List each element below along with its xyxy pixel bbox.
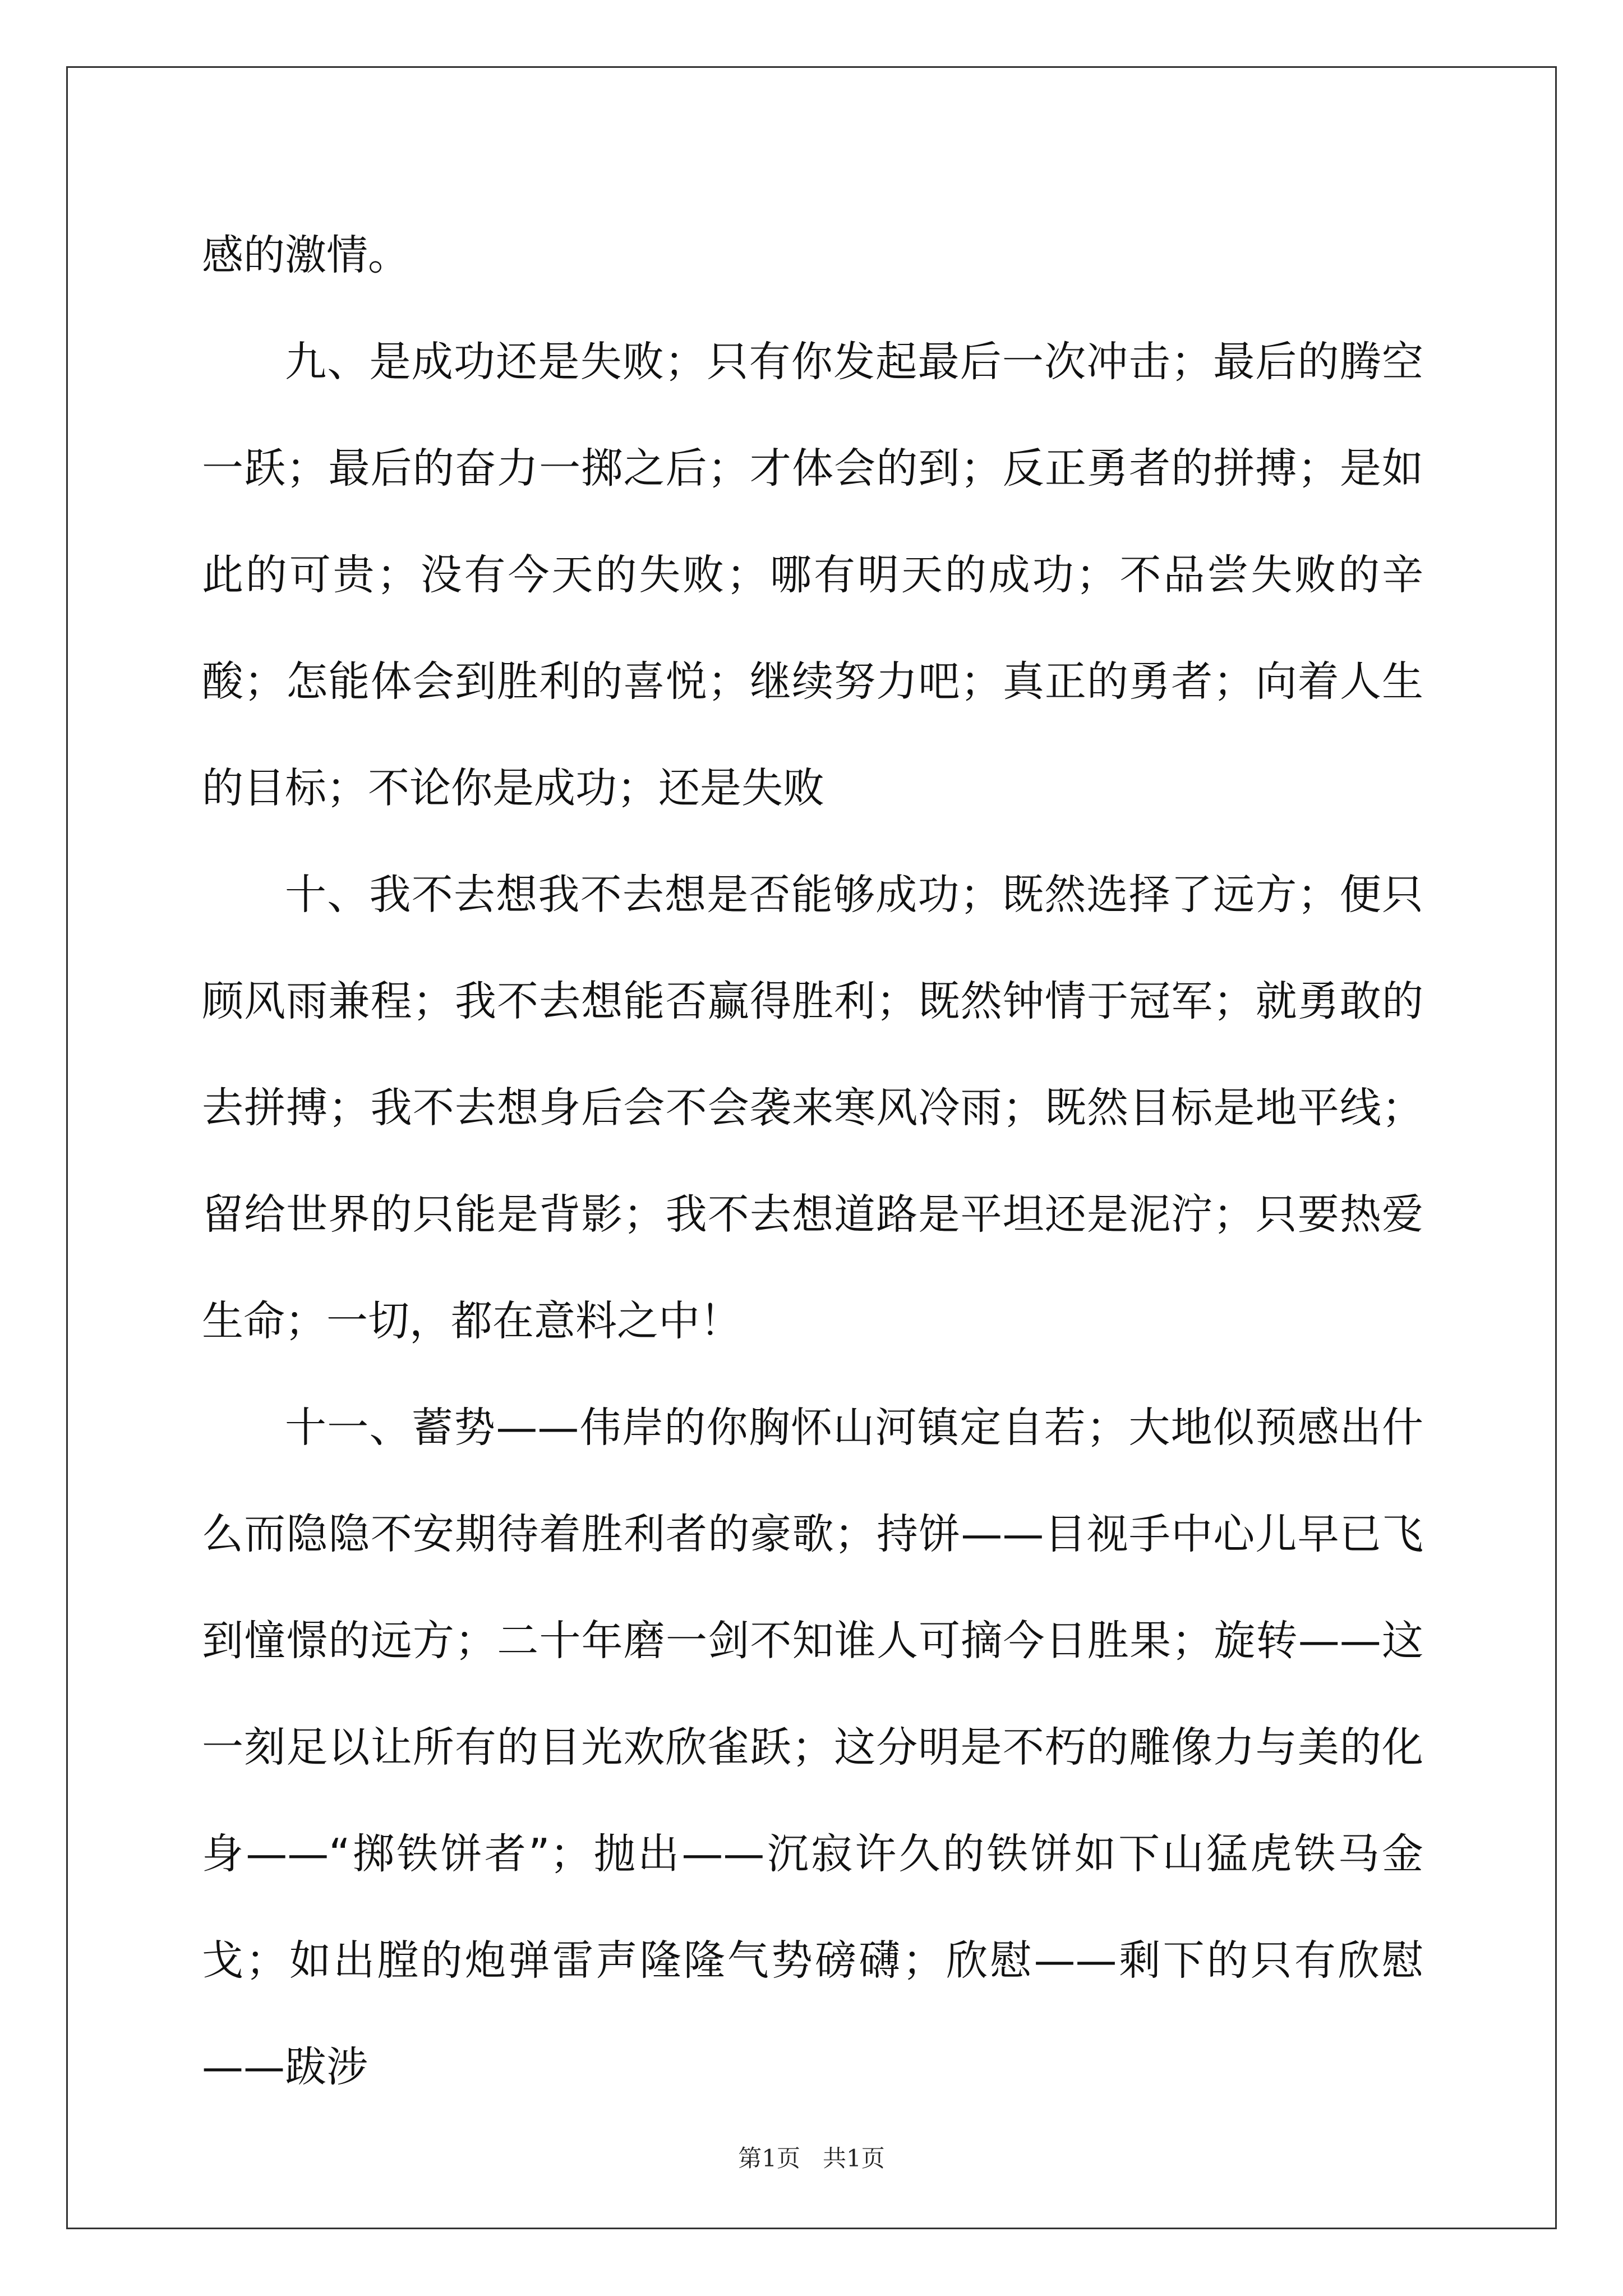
paragraph-eleven: 十一、蓄势——伟岸的你胸怀山河镇定自若；大地似预感出什么而隐隐不安期待着胜利者的豪歌；持饼——目视手中心儿早已飞到憧憬的远方；二十年磨一剑不知谁人可摘今日胜果；旋转——这一刻足以让所有的目光欢欣雀跃；这分明是不朽的雕像力与美的化身——“掷铁饼者”；抛出——沉寂许久的铁饼如下山猛虎铁马金戈；如出膛的炮弹雷声隆隆气势磅礴；欣慰——剩下的只有欣慰——跋涉 — [202, 1404, 1423, 2091]
paragraph-ten: 十、我不去想我不去想是否能够成功；既然选择了远方；便只顾风雨兼程；我不去想能否赢得胜利；既然钟情于冠军；就勇敢的去拼搏；我不去想身后会不会袭来寒风冷雨；既然目标是地平线；留给世界的只能是背影；我不去想道路是平坦还是泥泞；只要热爱生命；一切，都在意料之中！ — [202, 871, 1423, 1345]
paragraph-continuation: 感的激情。 — [202, 231, 409, 279]
document-body — [202, 202, 1423, 2120]
page-footer: 第1页 共1页 — [738, 2145, 885, 2172]
paragraph-nine: 九、是成功还是失败；只有你发起最后一次冲击；最后的腾空一跃；最后的奋力一掷之后；才体会的到；反正勇者的拼搏；是如此的可贵；没有今天的失败；哪有明天的成功；不品尝失败的辛酸；怎能体会到胜利的喜悦；继续努力吧；真正的勇者；向着人生的目标；不论你是成功；还是失败 — [202, 338, 1423, 812]
